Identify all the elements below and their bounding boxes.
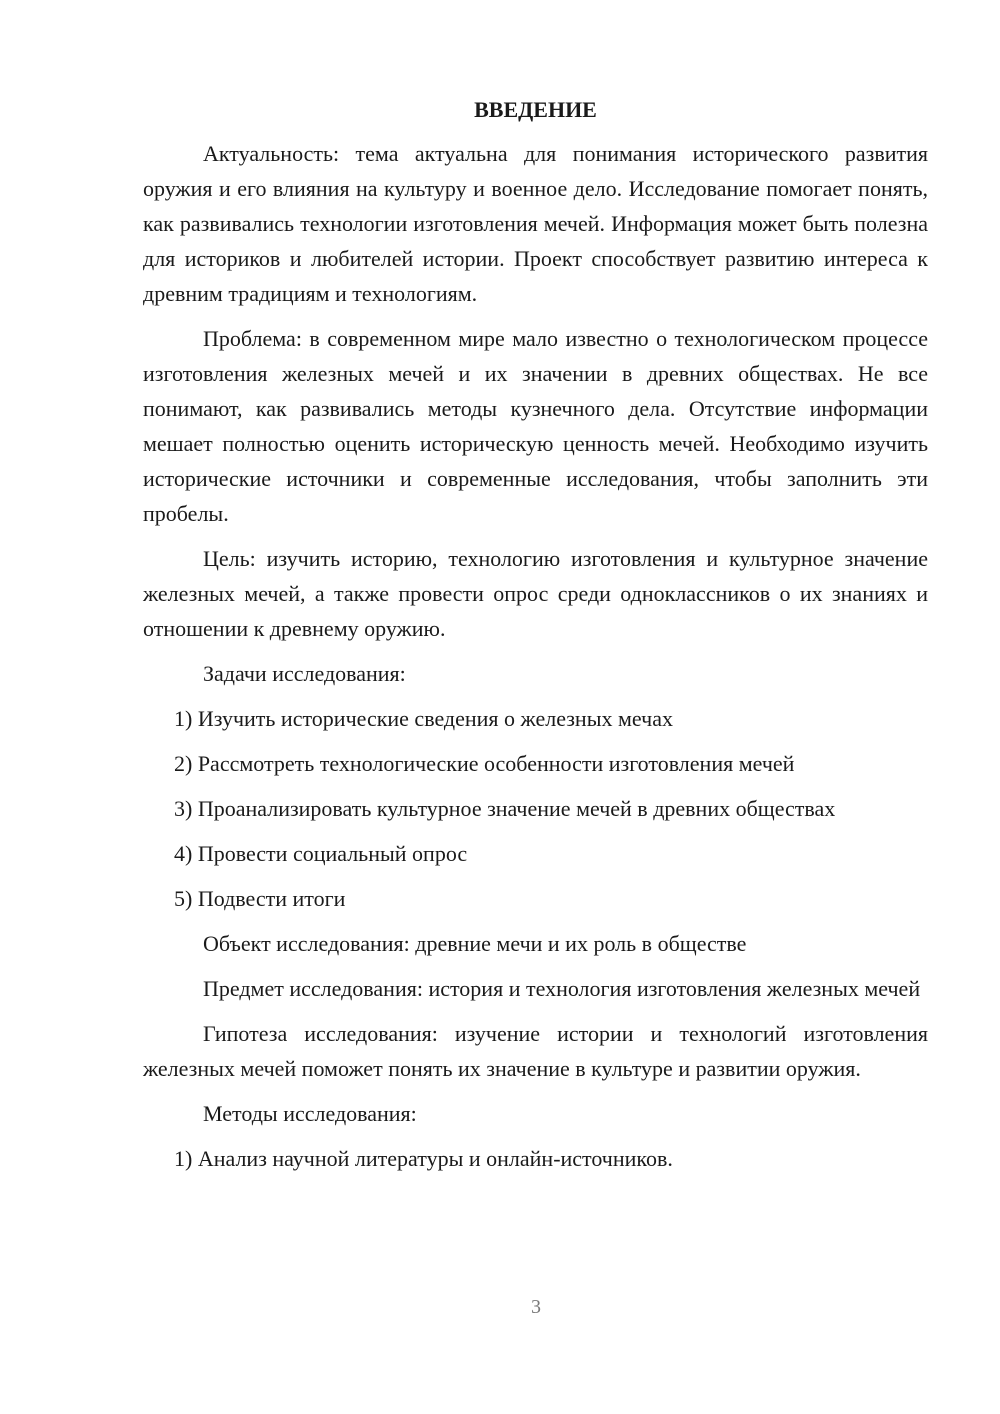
task-item: 1) Изучить исторические сведения о железных мечах	[174, 706, 673, 731]
problem-paragraph: Проблема: в современном мире мало известно о технологическом процессе изготовления железных мечей и их значении в древних обществах. Не все понимают, как развивались методы кузнечного дела. Отсутствие информации мешает полностью оценить историческую ценность мечей. Необходимо изучить исторические источники и современные исследования, чтобы заполнить эти пробелы.	[143, 326, 928, 526]
relevance-paragraph: Актуальность: тема актуальна для понимания исторического развития оружия и его влияния на культуру и военное дело. Исследование помогает понять, как развивались технологии изготовления мечей. Информация может быть полезна для историков и любителей истории. Проект способствует развитию интереса к древним традициям и технологиям.	[143, 141, 928, 306]
task-item: 4) Провести социальный опрос	[174, 841, 468, 866]
subject-paragraph: Предмет исследования: история и технология изготовления железных мечей	[203, 976, 921, 1001]
method-item: 1) Анализ научной литературы и онлайн-источников.	[174, 1146, 673, 1171]
section-title: ВВЕДЕНИЕ	[474, 97, 597, 122]
goal-paragraph: Цель: изучить историю, технологию изготовления и культурное значение железных мечей, а также провести опрос среди одноклассников о их знаниях и отношении к древнему оружию.	[143, 546, 928, 641]
task-item: 2) Рассмотреть технологические особенности изготовления мечей	[174, 751, 795, 776]
page-number: 3	[531, 1296, 541, 1318]
object-paragraph: Объект исследования: древние мечи и их роль в обществе	[203, 931, 747, 956]
document-page	[143, 92, 928, 1186]
task-item: 3) Проанализировать культурное значение мечей в древних обществах	[174, 796, 836, 821]
tasks-heading: Задачи исследования:	[203, 661, 406, 686]
methods-heading: Методы исследования:	[203, 1101, 417, 1126]
task-item: 5) Подвести итоги	[174, 886, 346, 911]
hypothesis-paragraph: Гипотеза исследования: изучение истории и технологий изготовления железных мечей поможет понять их значение в культуре и развитии оружия.	[143, 1021, 928, 1081]
